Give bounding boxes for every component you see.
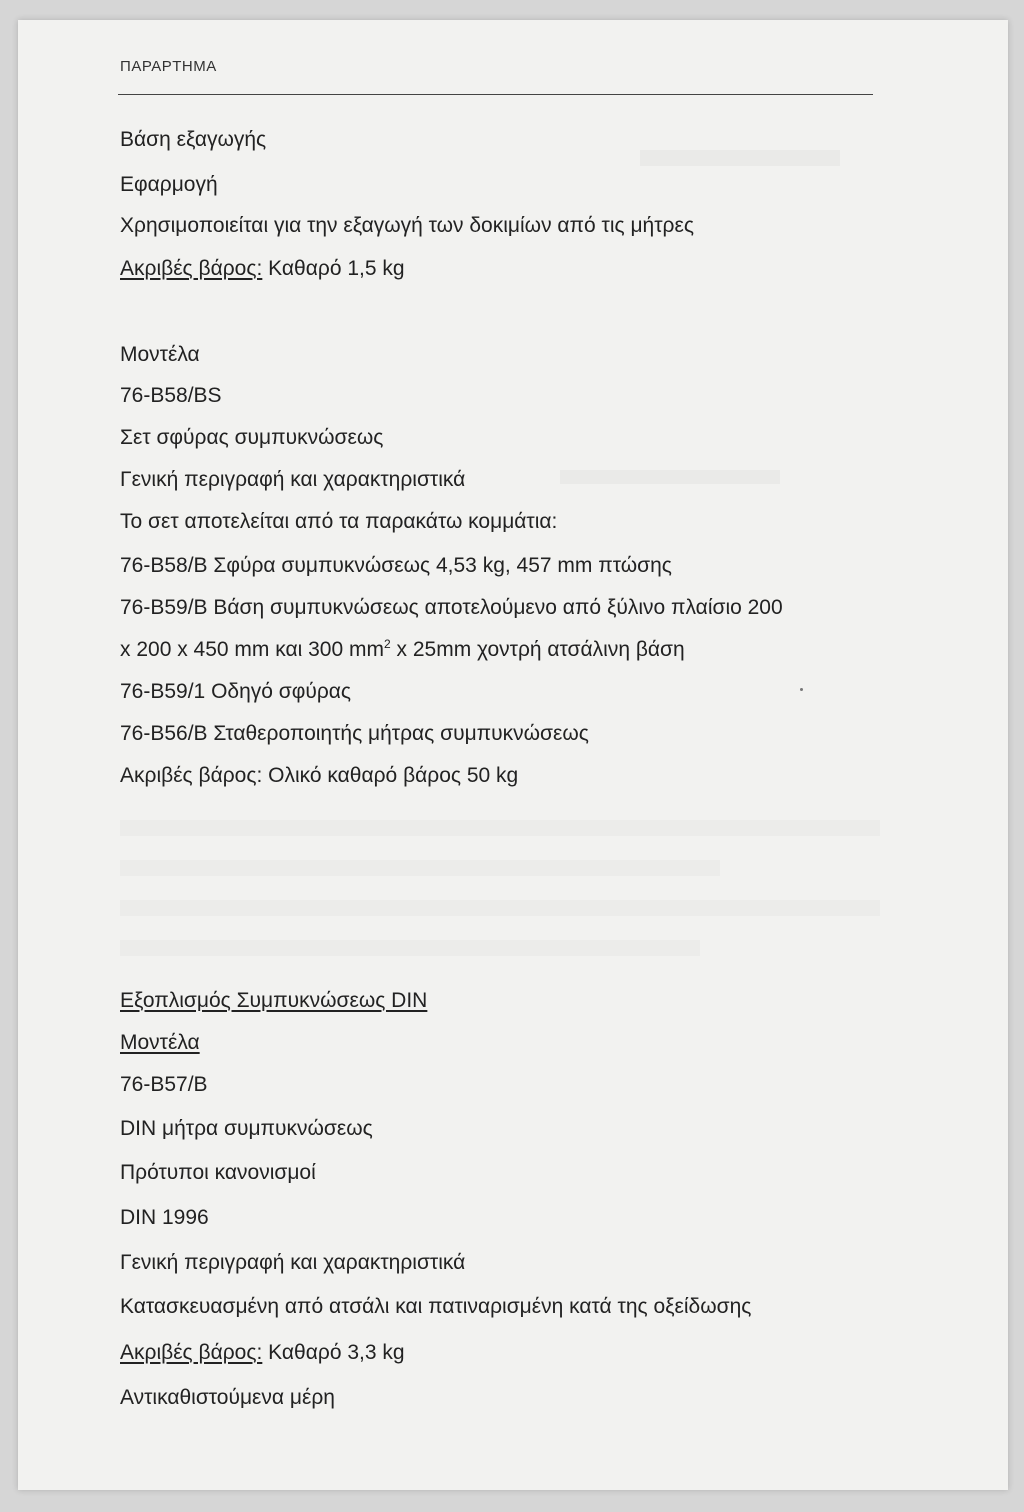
description-label: Γενική περιγραφή και χαρακτηριστικά [120, 468, 466, 491]
din-equipment-title: Εξοπλισμός Συμπυκνώσεως DIN [120, 989, 428, 1012]
standards-label: Πρότυποι κανονισμοί [120, 1161, 316, 1184]
part-base: 76-B59/B Βάση συμπυκνώσεως αποτελούμενο από ξύλινο πλαίσιο 200 [120, 596, 783, 619]
part-hammer: 76-B58/B Σφύρα συμπυκνώσεως 4,53 kg, 457 mm πτώσης [120, 554, 672, 577]
part-stabilizer: 76-B56/B Σταθεροποιητής μήτρας συμπυκνώσεως [120, 722, 589, 745]
show-through-mark [120, 940, 700, 956]
show-through-mark [120, 860, 720, 876]
part-guide: 76-B59/1 Οδηγό σφύρας [120, 680, 352, 703]
model-name: Σετ σφύρας συμπυκνώσεως [120, 426, 384, 449]
extraction-base-title: Βάση εξαγωγής [120, 128, 267, 151]
part-base-continued [120, 637, 685, 663]
din-models-label: Μοντέλα [120, 1031, 200, 1054]
weight-line [120, 256, 405, 282]
show-through-mark [120, 900, 880, 916]
din-weight-line [120, 1340, 405, 1366]
din-model-name: DIN μήτρα συμπυκνώσεως [120, 1117, 373, 1140]
stray-dot [800, 688, 803, 691]
show-through-mark [120, 820, 880, 836]
din-model-code: 76-B57/B [120, 1073, 208, 1096]
spare-parts-label: Αντικαθιστούμενα μέρη [120, 1386, 335, 1409]
models-label: Μοντέλα [120, 343, 200, 366]
page-header-title: ΠΑΡΑΡΤΗΜΑ [120, 58, 217, 75]
parts-intro: Το σετ αποτελείται από τα παρακάτω κομμάτια: [120, 510, 558, 533]
show-through-mark [640, 150, 840, 166]
application-label: Εφαρμογή [120, 173, 218, 196]
header-divider [118, 94, 873, 95]
din-description-label: Γενική περιγραφή και χαρακτηριστικά [120, 1251, 466, 1274]
part-base-dims: x 200 x 450 mm και 300 mm [120, 638, 384, 661]
part-base-thickness: x 25mm χοντρή ατσάλινη βάση [390, 638, 685, 661]
din-weight-label: Ακριβές βάρος: [120, 1341, 263, 1364]
superscript-two: 2 [383, 637, 391, 651]
weight-value: Καθαρό 1,5 kg [262, 257, 405, 280]
model-code: 76-B58/BS [120, 384, 222, 407]
din-weight-value: Καθαρό 3,3 kg [262, 1341, 405, 1364]
application-text: Χρησιμοποιείται για την εξαγωγή των δοκιμίων από τις μήτρες [120, 214, 694, 237]
total-weight: Ακριβές βάρος: Ολικό καθαρό βάρος 50 kg [120, 764, 519, 787]
standard-code: DIN 1996 [120, 1206, 209, 1229]
weight-label: Ακριβές βάρος: [120, 257, 263, 280]
din-description-text: Κατασκευασμένη από ατσάλι και πατιναρισμένη κατά της οξείδωσης [120, 1295, 752, 1318]
show-through-mark [560, 470, 780, 484]
